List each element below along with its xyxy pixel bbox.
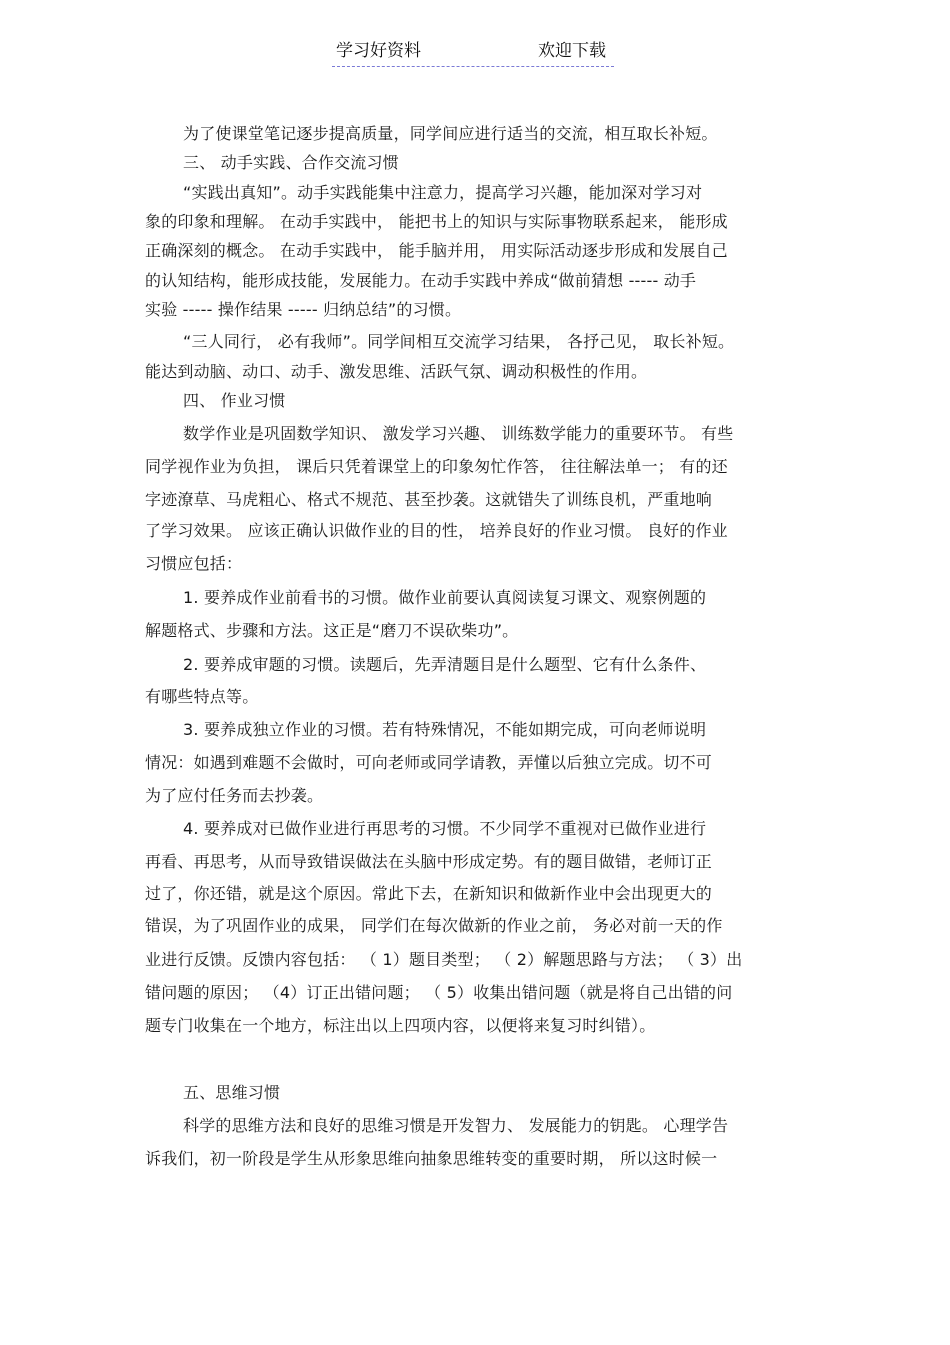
text-line: 错误，为了巩固作业的成果， 同学们在每次做新的作业之前， 务必对前一天的作 [145,916,723,935]
list-item-line: 2. 要养成审题的习惯。读题后，先弄清题目是什么题型、它有什么条件、 [183,655,707,674]
text-line: 解题格式、步骤和方法。这正是“磨刀不误砍柴功”。 [145,621,519,640]
text-line: 实验 ----- 操作结果 ----- 归纳总结”的习惯。 [145,300,462,319]
text-line: 的认知结构，能形成技能，发展能力。在动手实践中养成“做前猜想 ----- 动手 [145,271,697,290]
text-line: 有哪些特点等。 [145,687,259,706]
text-line: 字迹潦草、马虎粗心、格式不规范、甚至抄袭。这就错失了训练良机，严重地响 [145,490,713,509]
text-line: 错问题的原因； （4）订正出错问题； （ 5）收集出错问题（就是将自己出错的问 [145,983,733,1002]
text-line: 为了应付任务而去抄袭。 [145,786,324,805]
page-header [332,40,614,67]
list-item-line: 4. 要养成对已做作业进行再思考的习惯。不少同学不重视对已做作业进行 [183,819,707,838]
text-line: 习惯应包括： [145,554,243,573]
section-heading: 五、思维习惯 [183,1083,281,1102]
text-line: 科学的思维方法和良好的思维习惯是开发智力、 发展能力的钥匙。 心理学告 [183,1116,729,1135]
text-line: 过了，你还错，就是这个原因。常此下去，在新知识和做新作业中会出现更大的 [145,884,713,903]
header-right-text: 欢迎下载 [538,41,606,61]
text-line: “实践出真知”。动手实践能集中注意力，提高学习兴趣，能加深对学习对 [183,183,703,202]
text-line: 为了使课堂笔记逐步提高质量，同学间应进行适当的交流，相互取长补短。 [183,124,718,143]
text-line: 再看、再思考，从而导致错误做法在头脑中形成定势。有的题目做错，老师订正 [145,852,713,871]
list-item-line: 3. 要养成独立作业的习惯。若有特殊情况，不能如期完成，可向老师说明 [183,720,707,739]
text-line: 题专门收集在一个地方，标注出以上四项内容，以便将来复习时纠错）。 [145,1016,656,1035]
text-line: 数学作业是巩固数学知识、 激发学习兴趣、 训练数学能力的重要环节。 有些 [183,424,734,443]
text-line: 能达到动脑、动口、动手、激发思维、活跃气氛、调动积极性的作用。 [145,362,648,381]
text-line: 正确深刻的概念。 在动手实践中， 能手脑并用， 用实际活动逐步形成和发展自己 [145,241,728,260]
text-line: 诉我们，初一阶段是学生从形象思维向抽象思维转变的重要时期， 所以这时候一 [145,1149,718,1168]
section-heading: 四、 作业习惯 [183,391,286,410]
text-line: 了学习效果。 应该正确认识做作业的目的性， 培养良好的作业习惯。 良好的作业 [145,521,728,540]
text-line: “三人同行， 必有我师”。同学间相互交流学习结果， 各抒己见， 取长补短。 [183,332,735,351]
section-heading: 三、 动手实践、合作交流习惯 [183,153,399,172]
text-line: 情况：如遇到难题不会做时，可向老师或同学请教，弄懂以后独立完成。切不可 [145,753,713,772]
text-line: 同学视作业为负担， 课后只凭着课堂上的印象匆忙作答， 往往解法单一； 有的还 [145,457,728,476]
text-line: 象的印象和理解。 在动手实践中， 能把书上的知识与实际事物联系起来， 能形成 [145,212,728,231]
list-item-line: 1. 要养成作业前看书的习惯。做作业前要认真阅读复习课文、观察例题的 [183,588,707,607]
text-line: 业进行反馈。反馈内容包括： （ 1）题目类型； （ 2）解题思路与方法； （ 3）出 [145,950,743,969]
header-left-text: 学习好资料 [336,41,421,61]
